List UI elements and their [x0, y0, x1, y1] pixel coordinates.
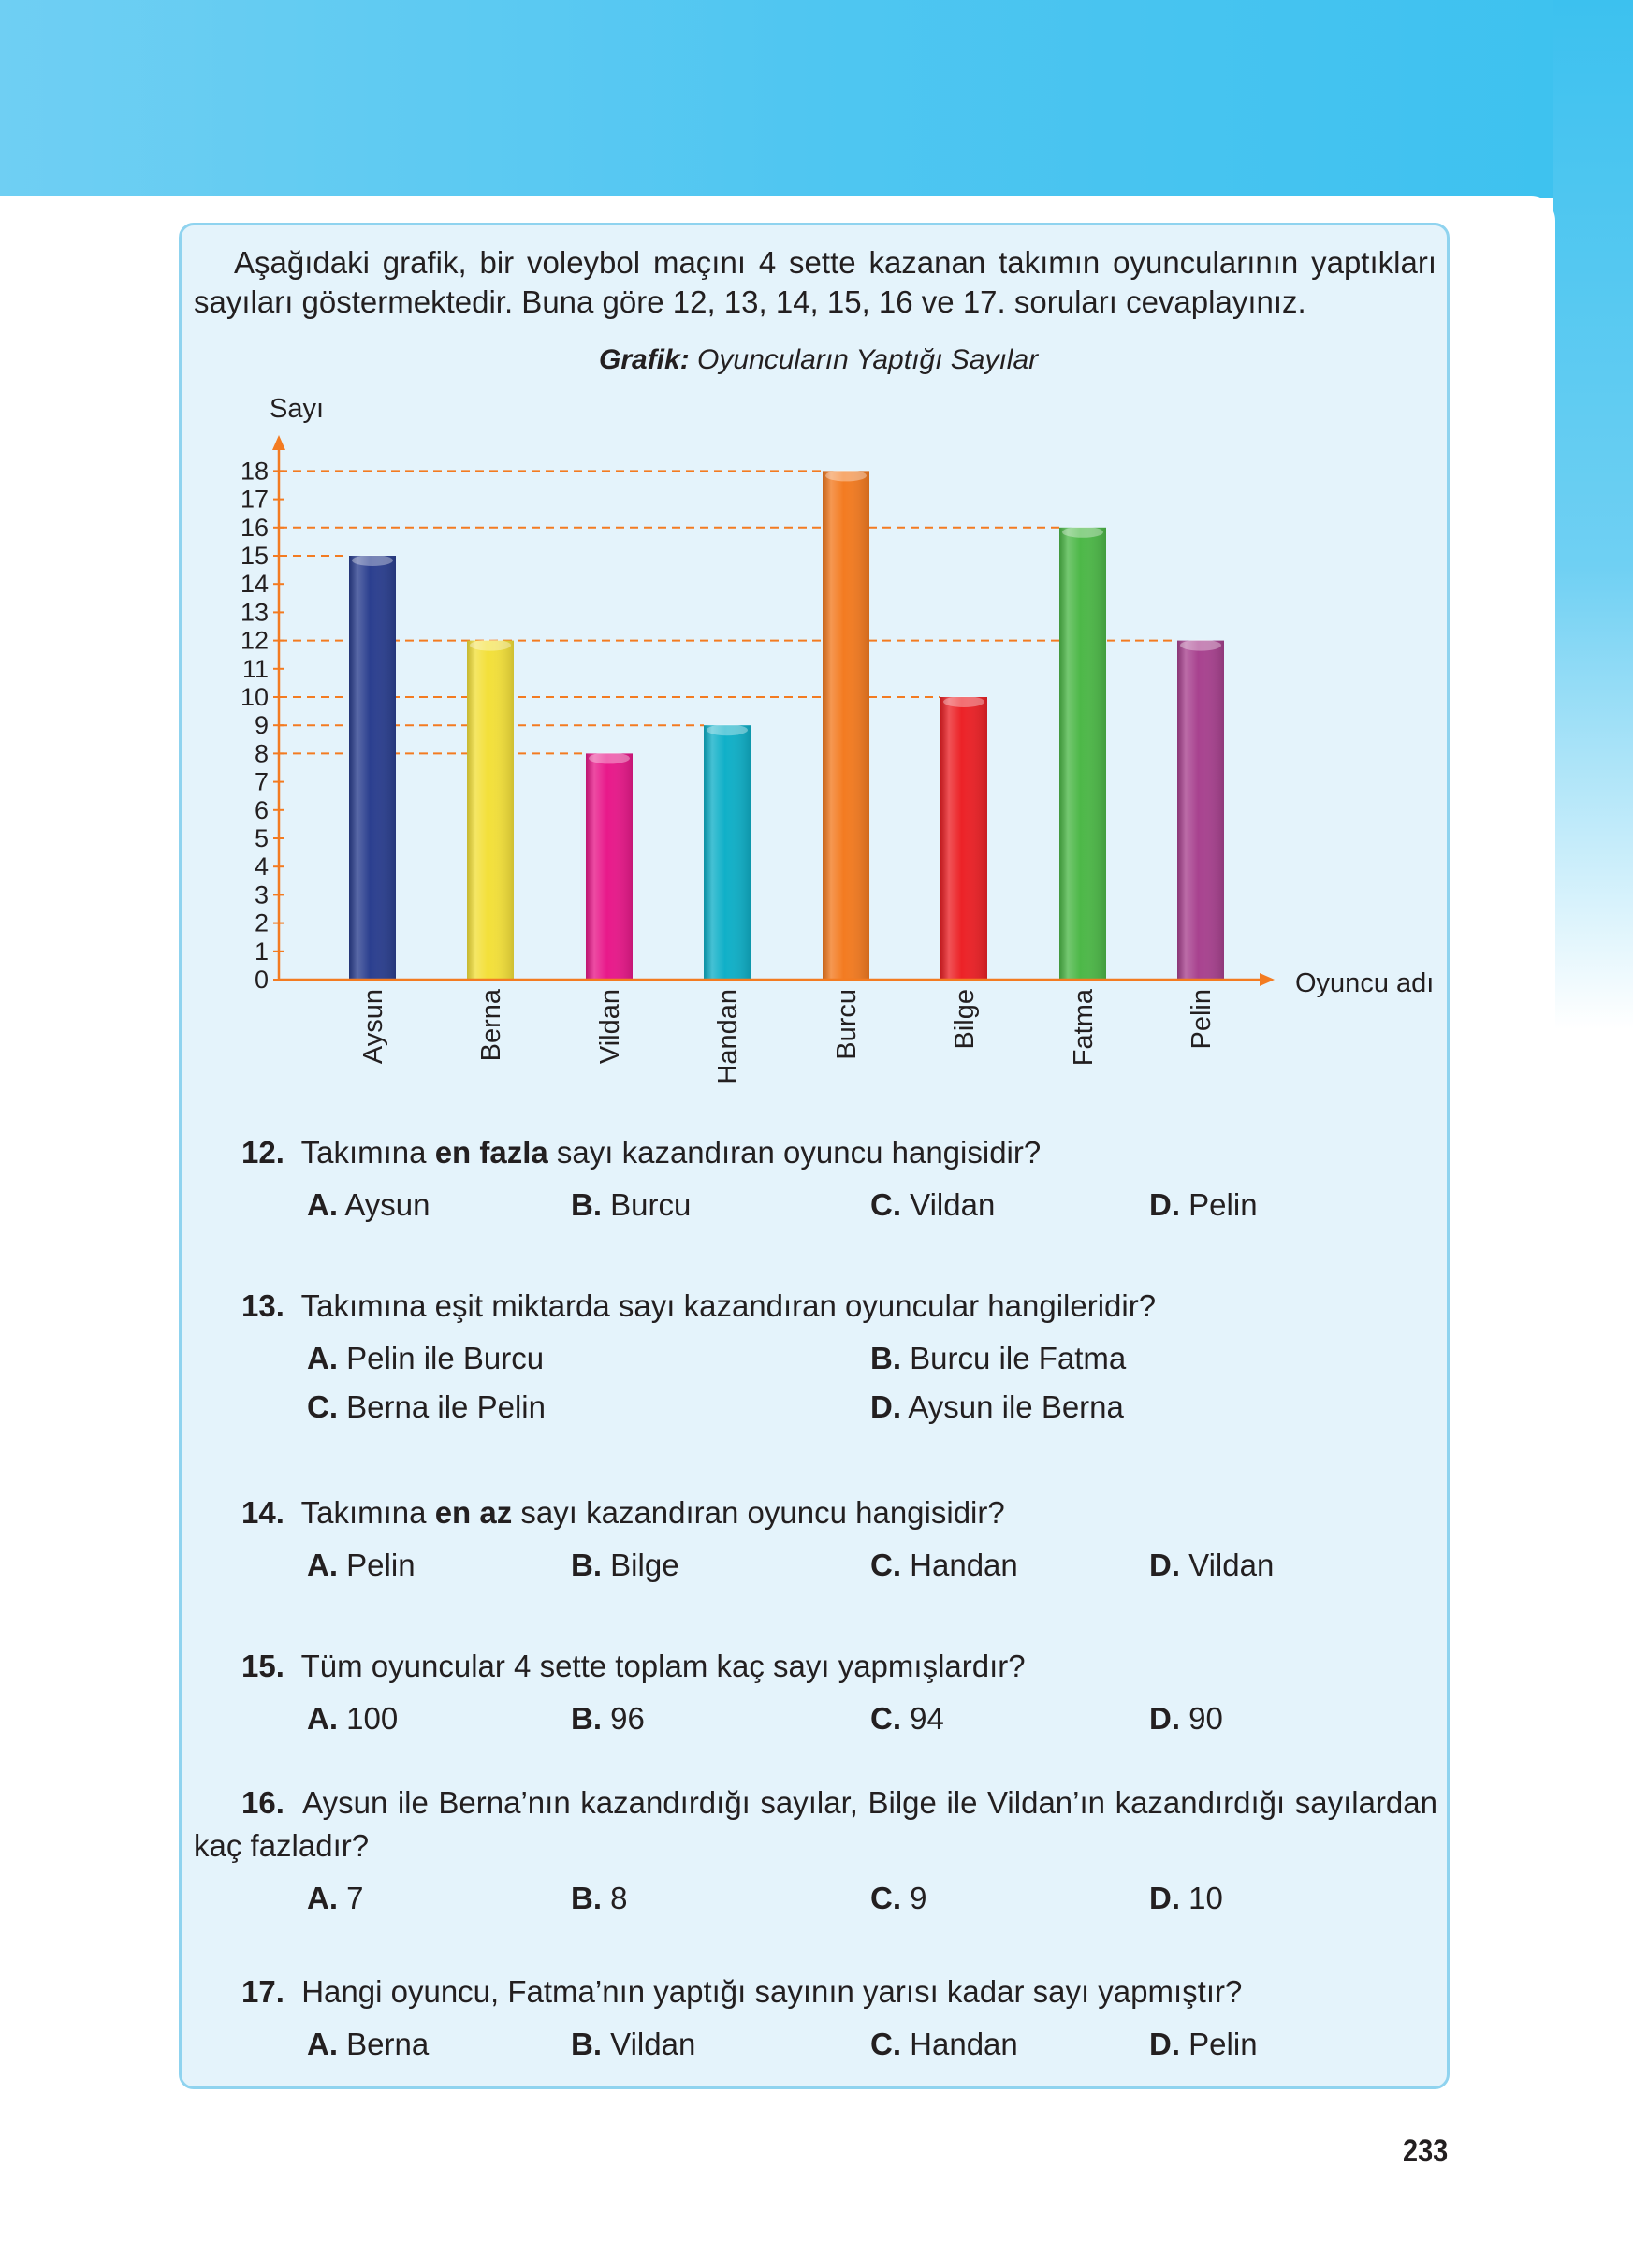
bar-shade-aysun — [349, 556, 396, 980]
option-letter: B. — [571, 1881, 602, 1915]
y-tick-label-1: 1 — [254, 937, 269, 966]
question-text: sayı kazandıran oyuncu hangisidir? — [547, 1135, 1042, 1170]
answer-option-b — [571, 1187, 691, 1223]
y-tick-label-6: 6 — [254, 795, 269, 824]
category-label-burcu: Burcu — [832, 989, 862, 1060]
option-text: 8 — [602, 1881, 628, 1915]
bar-shade-pelin — [1177, 641, 1224, 980]
bar-cap-pelin — [1180, 640, 1221, 651]
category-label-handan: Handan — [713, 989, 743, 1084]
question-gap — [284, 1974, 301, 2009]
answer-option-c — [870, 1187, 995, 1223]
bar-shade-berna — [467, 641, 514, 980]
option-text: 96 — [602, 1701, 645, 1736]
y-tick-label-5: 5 — [254, 824, 269, 852]
question-gap — [284, 1495, 301, 1530]
bar-cap-vildan — [589, 752, 630, 763]
question-text: Tüm oyuncular 4 sette toplam kaç sayı yapmışlardır? — [300, 1649, 1026, 1683]
question-14 — [241, 1495, 1005, 1531]
answer-option-c — [870, 1881, 927, 1916]
option-letter: B. — [571, 1548, 602, 1582]
answer-option-b — [571, 2027, 695, 2062]
chart-title-prefix: Grafik: — [599, 344, 690, 375]
option-text: Burcu — [602, 1187, 692, 1222]
answer-option-a — [307, 2027, 429, 2062]
x-axis-label: Oyuncu adı — [1295, 968, 1435, 998]
answer-option-d — [1149, 1881, 1223, 1916]
question-gap — [284, 1288, 301, 1323]
option-text: Vildan — [602, 2027, 696, 2061]
option-text: Aysun — [338, 1187, 430, 1222]
question-number: 13. — [241, 1288, 284, 1323]
answer-option-a — [307, 1881, 364, 1916]
y-tick-label-16: 16 — [240, 513, 269, 542]
y-tick-label-14: 14 — [240, 570, 269, 599]
y-tick-label-15: 15 — [240, 542, 269, 570]
option-text: Pelin — [1180, 2027, 1258, 2061]
y-tick-label-9: 9 — [254, 711, 269, 740]
question-15 — [241, 1649, 1026, 1684]
option-letter: A. — [307, 1548, 338, 1582]
question-text: Takımına eşit miktarda sayı kazandıran oyuncular hangileridir? — [300, 1288, 1157, 1323]
y-tick-label-13: 13 — [240, 598, 269, 627]
question-gap — [284, 1785, 302, 1820]
option-letter: B. — [571, 1187, 602, 1222]
bar-shade-fatma — [1059, 528, 1106, 980]
y-tick-label-3: 3 — [254, 880, 269, 909]
option-letter: A. — [307, 1341, 338, 1375]
answer-option-d — [1149, 1187, 1258, 1223]
question-text: Takımına — [300, 1135, 435, 1170]
option-text: 100 — [338, 1701, 399, 1736]
question-text: Hangi oyuncu, Fatma’nın yaptığı sayının yarısı kadar sayı yapmıştır? — [301, 1974, 1243, 2009]
option-letter: A. — [307, 1701, 338, 1736]
option-text: Pelin — [338, 1548, 416, 1582]
option-text: Vildan — [901, 1187, 996, 1222]
bar-cap-burcu — [825, 470, 867, 481]
option-letter: A. — [307, 1881, 338, 1915]
y-tick-label-7: 7 — [254, 767, 269, 796]
answer-option-d — [1149, 2027, 1258, 2062]
option-letter: A. — [307, 2027, 338, 2061]
intro-line-2: sayıları göstermektedir. Buna göre 12, 13, 14, 15, 16 ve 17. soruları cevaplayınız. — [194, 284, 1306, 319]
category-label-fatma: Fatma — [1069, 989, 1099, 1067]
answer-option-a — [307, 1341, 544, 1376]
option-text: Handan — [901, 1548, 1018, 1582]
y-tick-label-8: 8 — [254, 739, 269, 768]
answer-option-a — [307, 1187, 430, 1223]
y-tick-label-0: 0 — [254, 966, 269, 994]
option-letter: C. — [307, 1389, 338, 1424]
answer-option-b — [571, 1701, 645, 1737]
question-number: 17. — [241, 1974, 284, 2009]
option-letter: C. — [870, 1701, 901, 1736]
option-text: 10 — [1180, 1881, 1223, 1915]
y-tick-label-18: 18 — [240, 457, 269, 486]
answer-option-b — [571, 1548, 679, 1583]
y-tick-label-17: 17 — [240, 485, 269, 514]
answer-option-a — [307, 1548, 416, 1583]
option-letter: B. — [571, 2027, 602, 2061]
question-text: Takımına — [300, 1495, 435, 1530]
category-label-bilge: Bilge — [950, 989, 980, 1050]
bar-shade-handan — [704, 725, 751, 980]
question-gap — [284, 1649, 301, 1683]
bar-cap-bilge — [943, 696, 984, 707]
bar-shade-bilge — [940, 697, 987, 980]
option-text: 9 — [901, 1881, 927, 1915]
answer-option-c — [307, 1389, 546, 1425]
bar-cap-handan — [707, 724, 748, 735]
bar-chart — [0, 0, 1633, 1123]
question-number: 16. — [241, 1785, 284, 1820]
x-axis-arrow — [1260, 973, 1275, 986]
intro-line-1: Aşağıdaki grafik, bir voleybol maçını 4 sette kazanan takımın oyuncularının yaptıkları — [234, 245, 1436, 280]
y-tick-label-11: 11 — [241, 654, 269, 683]
option-text: Aysun ile Berna — [901, 1389, 1124, 1424]
question-12 — [241, 1135, 1041, 1170]
answer-option-d — [1149, 1548, 1274, 1583]
answer-option-b — [571, 1881, 628, 1916]
bar-cap-berna — [470, 640, 511, 651]
question-17 — [241, 1974, 1242, 2010]
option-letter: D. — [1149, 1701, 1180, 1736]
option-text: Pelin — [1180, 1187, 1258, 1222]
question-text: sayı kazandıran oyuncu hangisidir? — [512, 1495, 1005, 1530]
option-letter: C. — [870, 1548, 901, 1582]
question-number: 12. — [241, 1135, 284, 1170]
question-text: en az — [434, 1495, 513, 1530]
bar-shade-vildan — [586, 753, 633, 980]
option-letter: C. — [870, 2027, 901, 2061]
chart-title-text: Oyuncuların Yaptığı Sayılar — [697, 344, 1039, 375]
option-text: Burcu ile Fatma — [901, 1341, 1127, 1375]
answer-option-d — [1149, 1701, 1223, 1737]
category-label-pelin: Pelin — [1187, 989, 1217, 1050]
y-axis-arrow — [272, 435, 285, 450]
bar-cap-aysun — [352, 555, 393, 566]
y-tick-label-10: 10 — [240, 683, 269, 711]
answer-option-b — [870, 1341, 1126, 1376]
answer-option-c — [870, 1548, 1018, 1583]
option-text: Vildan — [1180, 1548, 1275, 1582]
question-13 — [241, 1288, 1156, 1324]
y-tick-label-4: 4 — [254, 852, 269, 881]
answer-option-d — [870, 1389, 1124, 1425]
question-number: 15. — [241, 1649, 284, 1683]
answer-option-a — [307, 1701, 398, 1737]
y-tick-label-2: 2 — [254, 909, 269, 938]
option-letter: B. — [571, 1701, 602, 1736]
option-letter: B. — [870, 1341, 901, 1375]
option-text: Berna — [338, 2027, 430, 2061]
option-letter: D. — [1149, 2027, 1180, 2061]
option-text: 7 — [338, 1881, 364, 1915]
option-letter: C. — [870, 1187, 901, 1222]
y-axis-label: Sayı — [270, 394, 325, 424]
option-letter: A. — [307, 1187, 338, 1222]
option-text: 94 — [901, 1701, 944, 1736]
question-continuation: kaç fazladır? — [194, 1828, 370, 1863]
question-number: 14. — [241, 1495, 284, 1530]
option-text: Pelin ile Burcu — [338, 1341, 545, 1375]
category-label-berna: Berna — [476, 989, 506, 1062]
answer-option-c — [870, 1701, 944, 1737]
question-text: Aysun ile Berna’nın kazandırdığı sayılar, Bilge ile Vildan’ın kazandırdığı sayılardan — [302, 1785, 1437, 1820]
option-letter: D. — [1149, 1881, 1180, 1915]
option-letter: D. — [1149, 1548, 1180, 1582]
option-letter: C. — [870, 1881, 901, 1915]
option-letter: D. — [870, 1389, 901, 1424]
option-text: Handan — [901, 2027, 1018, 2061]
option-text: Bilge — [602, 1548, 679, 1582]
option-text: Berna ile Pelin — [338, 1389, 546, 1424]
question-text: en fazla — [434, 1135, 548, 1170]
y-tick-label-12: 12 — [240, 626, 269, 655]
category-label-vildan: Vildan — [595, 989, 625, 1065]
bar-cap-fatma — [1062, 527, 1103, 538]
category-label-aysun: Aysun — [358, 989, 388, 1065]
page-number: 233 — [1403, 2133, 1449, 2169]
question-gap — [284, 1135, 301, 1170]
option-text: 90 — [1180, 1701, 1223, 1736]
question-16 — [241, 1785, 1437, 1821]
option-letter: D. — [1149, 1187, 1180, 1222]
bar-shade-burcu — [823, 471, 869, 980]
answer-option-c — [870, 2027, 1018, 2062]
